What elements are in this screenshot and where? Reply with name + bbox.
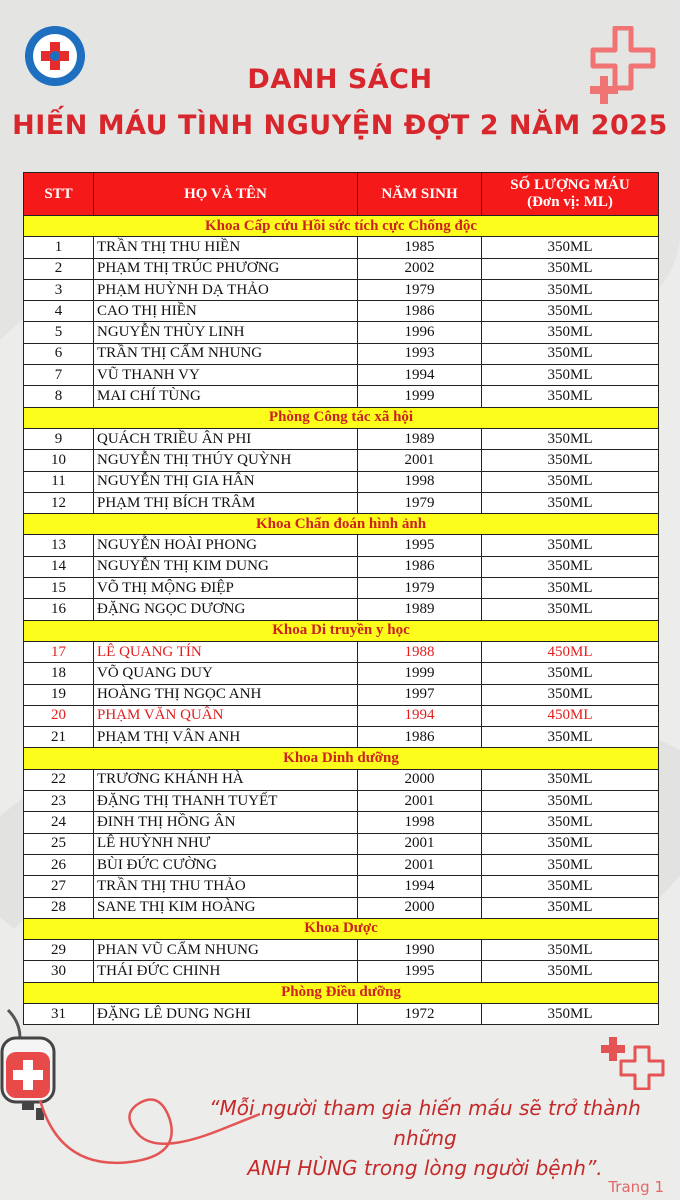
table-row (24, 599, 659, 620)
table-row (24, 940, 659, 961)
cell-stt: 25 (24, 833, 94, 854)
cell-amount: 350ML (482, 279, 659, 300)
cell-year: 1995 (358, 961, 482, 982)
cell-amount: 350ML (482, 301, 659, 322)
table-row (24, 386, 659, 407)
cell-name: HOÀNG THỊ NGỌC ANH (94, 684, 358, 705)
cell-year: 1979 (358, 492, 482, 513)
cell-year: 1999 (358, 386, 482, 407)
cell-year: 1997 (358, 684, 482, 705)
table-row (24, 535, 659, 556)
cell-name: TRẦN THỊ THU HIỀN (94, 237, 358, 258)
cell-amount: 350ML (482, 940, 659, 961)
department-label: Phòng Công tác xã hội (24, 407, 659, 428)
cell-name: VÕ QUANG DUY (94, 663, 358, 684)
cell-name: TRƯƠNG KHÁNH HÀ (94, 769, 358, 790)
column-header-year: NĂM SINH (358, 173, 482, 216)
cell-stt: 22 (24, 769, 94, 790)
cell-year: 1985 (358, 237, 482, 258)
table-row (24, 279, 659, 300)
cell-amount: 350ML (482, 492, 659, 513)
table-row (24, 812, 659, 833)
cell-amount: 350ML (482, 812, 659, 833)
cell-year: 1994 (358, 876, 482, 897)
table-row (24, 492, 659, 513)
table-row (24, 258, 659, 279)
cell-name: CAO THỊ HIỀN (94, 301, 358, 322)
cell-stt: 20 (24, 705, 94, 726)
department-row (24, 918, 659, 939)
cell-stt: 12 (24, 492, 94, 513)
table-row (24, 897, 659, 918)
cell-amount: 350ML (482, 450, 659, 471)
cell-amount: 350ML (482, 535, 659, 556)
cell-name: ĐINH THỊ HỒNG ÂN (94, 812, 358, 833)
table-row (24, 961, 659, 982)
cell-stt: 9 (24, 428, 94, 449)
cell-stt: 15 (24, 578, 94, 599)
cell-stt: 5 (24, 322, 94, 343)
department-row (24, 216, 659, 237)
table-row (24, 876, 659, 897)
cell-stt: 7 (24, 365, 94, 386)
quote-text (180, 1093, 670, 1183)
cell-amount: 350ML (482, 599, 659, 620)
quote-line-1: “Mỗi người tham gia hiến máu sẽ trở thành những (209, 1096, 641, 1150)
table-row (24, 854, 659, 875)
cell-year: 1972 (358, 1003, 482, 1024)
cell-amount: 350ML (482, 343, 659, 364)
department-row (24, 620, 659, 641)
cell-amount: 350ML (482, 556, 659, 577)
cell-year: 2002 (358, 258, 482, 279)
department-row (24, 748, 659, 769)
cell-stt: 14 (24, 556, 94, 577)
cell-name: VŨ THANH VY (94, 365, 358, 386)
table-row (24, 1003, 659, 1024)
department-label: Khoa Cấp cứu Hồi sức tích cực Chống độc (24, 216, 659, 237)
cell-name: PHẠM VĂN QUÂN (94, 705, 358, 726)
cell-name: NGUYỄN THỊ KIM DUNG (94, 556, 358, 577)
cell-year: 2001 (358, 791, 482, 812)
cell-year: 1988 (358, 641, 482, 662)
table-row (24, 705, 659, 726)
table-row (24, 727, 659, 748)
cell-stt: 3 (24, 279, 94, 300)
cell-stt: 26 (24, 854, 94, 875)
cell-year: 2000 (358, 769, 482, 790)
cell-name: PHẠM THỊ TRÚC PHƯƠNG (94, 258, 358, 279)
column-header-amount-unit: (Đơn vị: ML) (527, 194, 613, 210)
cell-amount: 350ML (482, 961, 659, 982)
cell-name: NGUYỄN THỊ GIA HÂN (94, 471, 358, 492)
table-row (24, 343, 659, 364)
cell-stt: 11 (24, 471, 94, 492)
cell-amount: 350ML (482, 428, 659, 449)
cell-year: 1994 (358, 365, 482, 386)
table-row (24, 578, 659, 599)
cell-name: LÊ HUỲNH NHƯ (94, 833, 358, 854)
cell-stt: 13 (24, 535, 94, 556)
department-row (24, 982, 659, 1003)
column-header-amount-label: SỐ LƯỢNG MÁU (510, 177, 630, 193)
table-row (24, 684, 659, 705)
cell-stt: 24 (24, 812, 94, 833)
cell-year: 1979 (358, 279, 482, 300)
cell-year: 1986 (358, 301, 482, 322)
cell-name: TRẦN THỊ CẨM NHUNG (94, 343, 358, 364)
cell-stt: 30 (24, 961, 94, 982)
cell-year: 2001 (358, 833, 482, 854)
cell-name: MAI CHÍ TÙNG (94, 386, 358, 407)
table-row (24, 833, 659, 854)
table-row (24, 450, 659, 471)
plus-outline-icon (597, 1035, 669, 1090)
cell-stt: 1 (24, 237, 94, 258)
cell-year: 1986 (358, 556, 482, 577)
page-subtitle: HIẾN MÁU TÌNH NGUYỆN ĐỢT 2 NĂM 2025 (12, 110, 668, 141)
cell-year: 1998 (358, 471, 482, 492)
cell-name: PHAN VŨ CẨM NHUNG (94, 940, 358, 961)
cell-year: 1995 (358, 535, 482, 556)
cell-stt: 29 (24, 940, 94, 961)
cell-stt: 4 (24, 301, 94, 322)
column-header-name: HỌ VÀ TÊN (94, 173, 358, 216)
table-header-row (24, 173, 659, 216)
column-header-amount (482, 173, 659, 216)
table-row (24, 237, 659, 258)
cell-name: PHẠM HUỲNH DẠ THẢO (94, 279, 358, 300)
table-row (24, 365, 659, 386)
cell-year: 1994 (358, 705, 482, 726)
cell-stt: 17 (24, 641, 94, 662)
table-row (24, 641, 659, 662)
cell-amount: 350ML (482, 663, 659, 684)
cell-year: 2001 (358, 450, 482, 471)
cell-name: NGUYỄN HOÀI PHONG (94, 535, 358, 556)
department-row (24, 407, 659, 428)
cell-name: ĐẶNG NGỌC DƯƠNG (94, 599, 358, 620)
cell-name: PHẠM THỊ VÂN ANH (94, 727, 358, 748)
cell-stt: 21 (24, 727, 94, 748)
cell-amount: 350ML (482, 897, 659, 918)
table-row (24, 556, 659, 577)
cell-name: LÊ QUANG TÍN (94, 641, 358, 662)
cell-amount: 350ML (482, 1003, 659, 1024)
cell-amount: 450ML (482, 641, 659, 662)
table-row (24, 769, 659, 790)
quote-line-2: ANH HÙNG trong lòng người bệnh”. (247, 1156, 603, 1180)
cell-stt: 2 (24, 258, 94, 279)
cell-year: 1998 (358, 812, 482, 833)
cell-stt: 23 (24, 791, 94, 812)
department-label: Khoa Chẩn đoán hình ảnh (24, 514, 659, 535)
department-row (24, 514, 659, 535)
cell-name: NGUYỄN THÙY LINH (94, 322, 358, 343)
department-label: Khoa Di truyền y học (24, 620, 659, 641)
cell-stt: 16 (24, 599, 94, 620)
table-row (24, 322, 659, 343)
page-title: DANH SÁCH (247, 64, 433, 95)
cell-amount: 350ML (482, 386, 659, 407)
cell-amount: 350ML (482, 322, 659, 343)
cell-amount: 350ML (482, 769, 659, 790)
table-row (24, 301, 659, 322)
cell-amount: 350ML (482, 833, 659, 854)
cell-stt: 27 (24, 876, 94, 897)
cell-amount: 350ML (482, 365, 659, 386)
cell-year: 1989 (358, 599, 482, 620)
cell-amount: 350ML (482, 791, 659, 812)
cell-stt: 19 (24, 684, 94, 705)
cell-year: 1990 (358, 940, 482, 961)
cell-year: 1993 (358, 343, 482, 364)
cell-name: NGUYỄN THỊ THÚY QUỲNH (94, 450, 358, 471)
cell-amount: 350ML (482, 727, 659, 748)
cell-name: VÕ THỊ MỘNG ĐIỆP (94, 578, 358, 599)
cell-stt: 31 (24, 1003, 94, 1024)
department-label: Khoa Dinh dưỡng (24, 748, 659, 769)
cell-amount: 350ML (482, 876, 659, 897)
cell-year: 1989 (358, 428, 482, 449)
page-number: Trang 1 (608, 1178, 664, 1196)
table-body (24, 216, 659, 1025)
cell-name: BÙI ĐỨC CƯỜNG (94, 854, 358, 875)
donor-table (23, 172, 659, 1025)
column-header-stt: STT (24, 173, 94, 216)
department-label: Phòng Điều dưỡng (24, 982, 659, 1003)
cell-amount: 350ML (482, 684, 659, 705)
cell-name: TRẦN THỊ THU THẢO (94, 876, 358, 897)
cell-name: ĐẶNG THỊ THANH TUYẾT (94, 791, 358, 812)
cell-name: ĐẶNG LÊ DUNG NGHI (94, 1003, 358, 1024)
cell-stt: 10 (24, 450, 94, 471)
cell-name: PHẠM THỊ BÍCH TRÂM (94, 492, 358, 513)
cell-year: 1999 (358, 663, 482, 684)
cell-year: 1996 (358, 322, 482, 343)
department-label: Khoa Dược (24, 918, 659, 939)
cell-stt: 28 (24, 897, 94, 918)
cell-amount: 350ML (482, 237, 659, 258)
cell-stt: 18 (24, 663, 94, 684)
cell-year: 1979 (358, 578, 482, 599)
cell-stt: 6 (24, 343, 94, 364)
cell-name: THÁI ĐỨC CHINH (94, 961, 358, 982)
cell-amount: 350ML (482, 578, 659, 599)
cell-amount: 350ML (482, 854, 659, 875)
cell-name: QUÁCH TRIỀU ÂN PHI (94, 428, 358, 449)
cell-amount: 350ML (482, 258, 659, 279)
cell-stt: 8 (24, 386, 94, 407)
table-row (24, 663, 659, 684)
table-row (24, 791, 659, 812)
cell-name: SANE THỊ KIM HOÀNG (94, 897, 358, 918)
cell-amount: 450ML (482, 705, 659, 726)
cell-year: 2001 (358, 854, 482, 875)
cell-year: 1986 (358, 727, 482, 748)
table-row (24, 471, 659, 492)
table-row (24, 428, 659, 449)
cell-year: 2000 (358, 897, 482, 918)
cell-amount: 350ML (482, 471, 659, 492)
